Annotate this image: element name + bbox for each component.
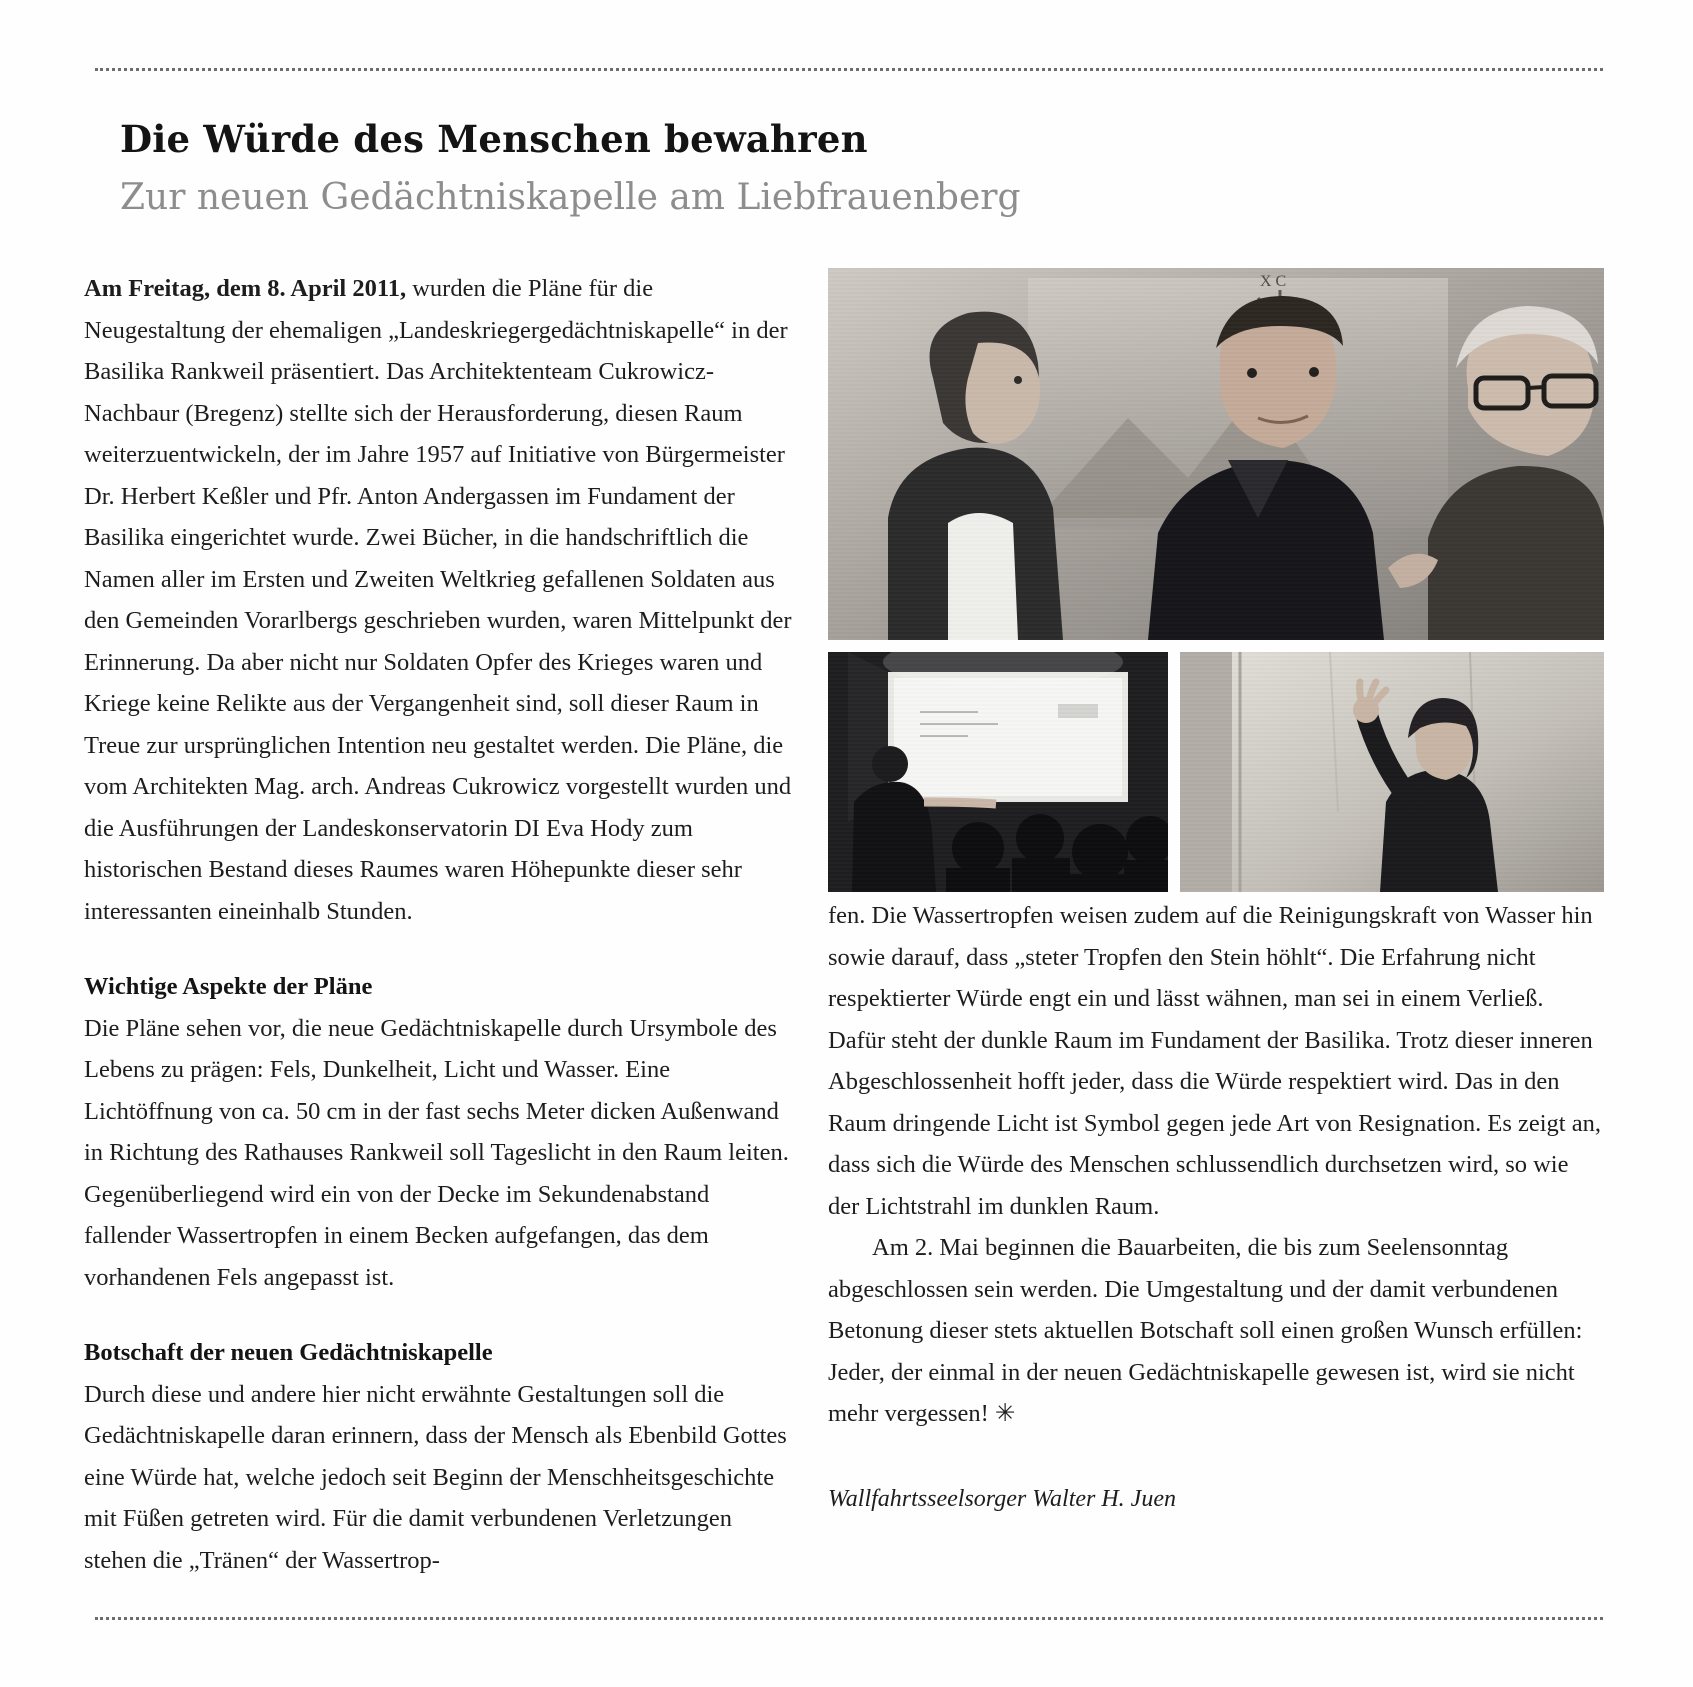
photo-three-people-conversation (828, 268, 1604, 640)
photo-presentation-audience (828, 652, 1168, 892)
author-signature: Wallfahrtsseelsorger Walter H. Juen (828, 1485, 1176, 1512)
section-heading-message: Botschaft der neuen Gedächtniskapelle (84, 1339, 493, 1366)
section-heading-plans: Wichtige Aspekte der Pläne (84, 973, 373, 1000)
continuation-paragraph: fen. Die Wassertropfen weisen zudem auf die Reinigungskraft von Wasser hin sowie darauf, dass „steter Tropfen den Stein höhlt“. Die Erfahrung nicht respektierter Würde engt ein und lässt wähnen, man sei in einem Verließ. Dafür steht der dunkle Raum im Fundament der Basilika. Trotz dieser inneren Abgeschlossenheit hofft jeder, dass die Würde respektiert wird. Das in den Raum dringende Licht ist Symbol gegen jede Art von Resignation. Es zeigt an, dass sich die Würde des Menschen schlussendlich durchsetzen wird, so wie der Lichtstrahl im dunklen Raum. (828, 902, 1601, 1220)
section-text-message: Durch diese und andere hier nicht erwähnte Gestaltungen soll die Gedächtniskapelle daran erinnern, dass der Mensch als Ebenbild Gottes eine Würde hat, welche jedoch seit Beginn der Menschheitsgeschichte mit Füßen getreten wird. Für die damit verbundenen Verletzungen stehen die „Tränen“ der Wassertrop- (84, 1380, 787, 1574)
top-dotted-rule (95, 68, 1603, 71)
bottom-dotted-rule (95, 1617, 1603, 1620)
photo-woman-pointing-at-wall (1180, 652, 1604, 892)
photo-grain-overlay (1180, 652, 1604, 892)
right-column (828, 895, 1604, 1541)
lead-body-text: wurden die Pläne für die Neugestaltung der ehemaligen „Landeskriegergedächtniskapelle“ in der Basilika Rankweil präsentiert. Das Architektenteam Cukrowicz-Nachbaur (Bregenz) stellte sich der Herausforderung, diesen Raum weiterzuentwickeln, der im Jahre 1957 auf Initiative von Bürgermeister Dr. Herbert Keßler und Pfr. Anton Andergassen im Fundament der Basilika eingerichtet wurde. Zwei Bücher, in die handschriftlich die Namen aller im Ersten und Zweiten Weltkrieg gefallenen Soldaten aus den Gemeinden Vorarlbergs geschrieben wurden, waren Mittelpunkt der Erinnerung. Da aber nicht nur Soldaten Opfer des Krieges waren und Kriege keine Relikte aus der Vergangenheit sind, soll dieser Raum in Treue zur ursprünglichen Intention neu gestaltet werden. Die Pläne, die vom Architekten Mag. arch. Andreas Cukrowicz vorgestellt wurden und die Ausführungen der Landeskonservatorin DI Eva Hody zum historischen Bestand dieses Raumes waren Höhepunkte dieser sehr interessanten eineinhalb Stunden. (84, 275, 792, 925)
lead-bold-date: Am Freitag, dem 8. April 2011, (84, 275, 407, 302)
photo-grain-overlay (828, 652, 1168, 892)
section-text-plans: Die Pläne sehen vor, die neue Gedächtniskapelle durch Ursymbole des Lebens zu prägen: Fels, Dunkelheit, Licht und Wasser. Eine Lichtöffnung von ca. 50 cm in der fast sechs Meter dicken Außenwand in Richtung des Rathauses Rankweil soll Tageslicht in den Raum leiten. Gegenüberliegend wird ein von der Decke im Sekundenabstand fallender Wassertropfen in einem Becken aufgefangen, das dem vorhandenen Fels angepasst ist. (84, 1014, 789, 1291)
lead-paragraph (84, 268, 796, 932)
closing-paragraph: Am 2. Mai beginnen die Bauarbeiten, die bis zum Seelensonntag abgeschlossen sein werden. Die Umgestaltung und der damit verbundenen Betonung dieser stets aktuellen Botschaft soll einen großen Wunsch erfüllen: Jeder, der einmal in der neuen Gedächtniskapelle gewesen ist, wird sie nicht mehr vergessen! ✳ (828, 1234, 1583, 1427)
page-title: Die Würde des Menschen bewahren (120, 116, 868, 161)
svg-text:X C: X C (1260, 273, 1287, 290)
left-column (84, 268, 796, 1581)
page-subtitle: Zur neuen Gedächtniskapelle am Liebfrauenberg (120, 176, 1021, 218)
photo-grain-overlay (828, 268, 1604, 640)
